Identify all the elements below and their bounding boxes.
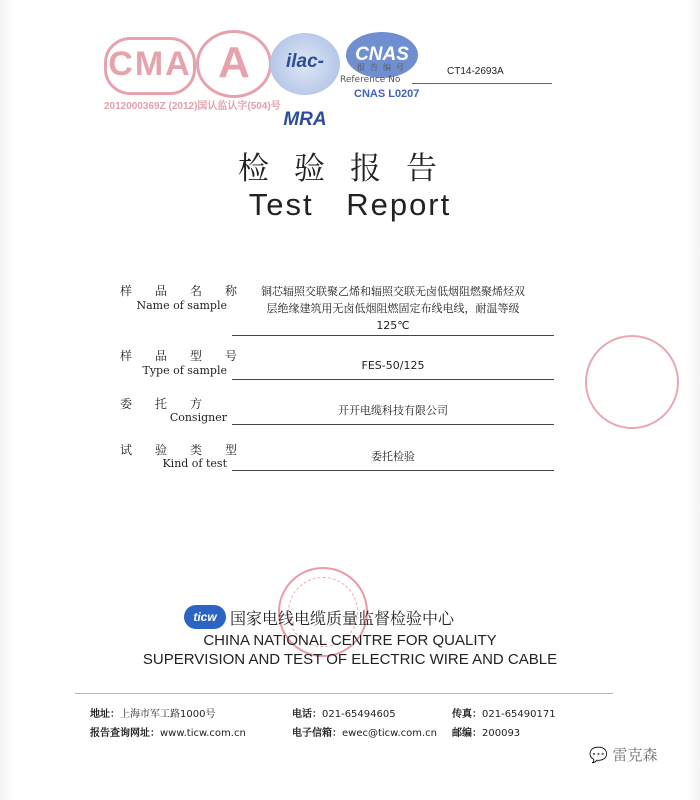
field-label-en: Type of sample bbox=[142, 364, 227, 377]
cma-mark-logo: CMA bbox=[104, 37, 196, 95]
wechat-icon: 💬 bbox=[589, 746, 608, 764]
cnas-logo: CNAS bbox=[346, 32, 418, 78]
reference-label-cn: 报告编号 bbox=[357, 63, 409, 72]
footer-phone: 电话：021-65494605 bbox=[292, 709, 396, 720]
organization-name-en-line1: CHINA NATIONAL CENTRE FOR QUALITY bbox=[203, 632, 497, 649]
watermark bbox=[589, 744, 657, 765]
title-en: Test Report bbox=[248, 187, 452, 222]
official-stamp-right bbox=[585, 335, 679, 429]
field-value: 委托检验 bbox=[371, 450, 415, 463]
field-value: 开开电缆科技有限公司 bbox=[338, 404, 448, 417]
footer-fax: 传真：021-65490171 bbox=[452, 709, 556, 720]
cal-mark-logo: A bbox=[196, 30, 272, 98]
field-value-line: 层绝缘建筑用无卤低烟阻燃固定布线电线，耐温等级 bbox=[266, 302, 520, 315]
footer-divider bbox=[75, 693, 613, 694]
footer-address: 地址：上海市军工路1000号 bbox=[90, 709, 216, 720]
field-label-cn: 试验类型 bbox=[120, 443, 261, 457]
field-underline bbox=[232, 470, 554, 471]
reference-underline bbox=[412, 83, 552, 84]
cnas-code: CNAS L0207 bbox=[354, 88, 420, 100]
footer-email: 电子信箱：ewec@ticw.com.cn bbox=[292, 728, 437, 739]
field-label-en: Name of sample bbox=[136, 299, 227, 312]
reference-number: CT14-2693A bbox=[447, 66, 504, 77]
organization-name-cn: 国家电线电缆质量监督检验中心 bbox=[230, 609, 455, 628]
organization-name-en-line2: SUPERVISION AND TEST OF ELECTRIC WIRE AND CABLE bbox=[142, 651, 558, 668]
field-label-cn: 样品型号 bbox=[120, 349, 261, 363]
field-label-cn: 委托方 bbox=[120, 397, 226, 411]
field-underline bbox=[232, 335, 554, 336]
field-underline bbox=[232, 379, 554, 380]
watermark-text: 雷克森 bbox=[612, 746, 658, 764]
footer-website: 报告查询网址：www.ticw.com.cn bbox=[90, 728, 246, 739]
footer-zip: 邮编：200093 bbox=[452, 728, 521, 739]
ilac-mra-logo: ilac-MRA bbox=[270, 33, 340, 95]
field-value-line: 125℃ bbox=[376, 319, 410, 332]
field-value: FES-50/125 bbox=[361, 359, 425, 372]
field-label-en: Consigner bbox=[169, 411, 227, 424]
title-cn: 检验报告 bbox=[238, 151, 462, 187]
ticw-logo: ticw bbox=[184, 605, 226, 629]
field-value-line: 铜芯辐照交联聚乙烯和辐照交联无卤低烟阻燃聚烯烃双 bbox=[261, 285, 525, 298]
field-underline bbox=[232, 424, 554, 425]
reference-label-en: Reference No bbox=[340, 75, 401, 85]
field-label-en: Kind of test bbox=[162, 457, 227, 470]
certification-code: 2012000369Z (2012)国认监认字(504)号 bbox=[104, 101, 281, 112]
field-label-cn: 样品名称 bbox=[120, 284, 261, 298]
